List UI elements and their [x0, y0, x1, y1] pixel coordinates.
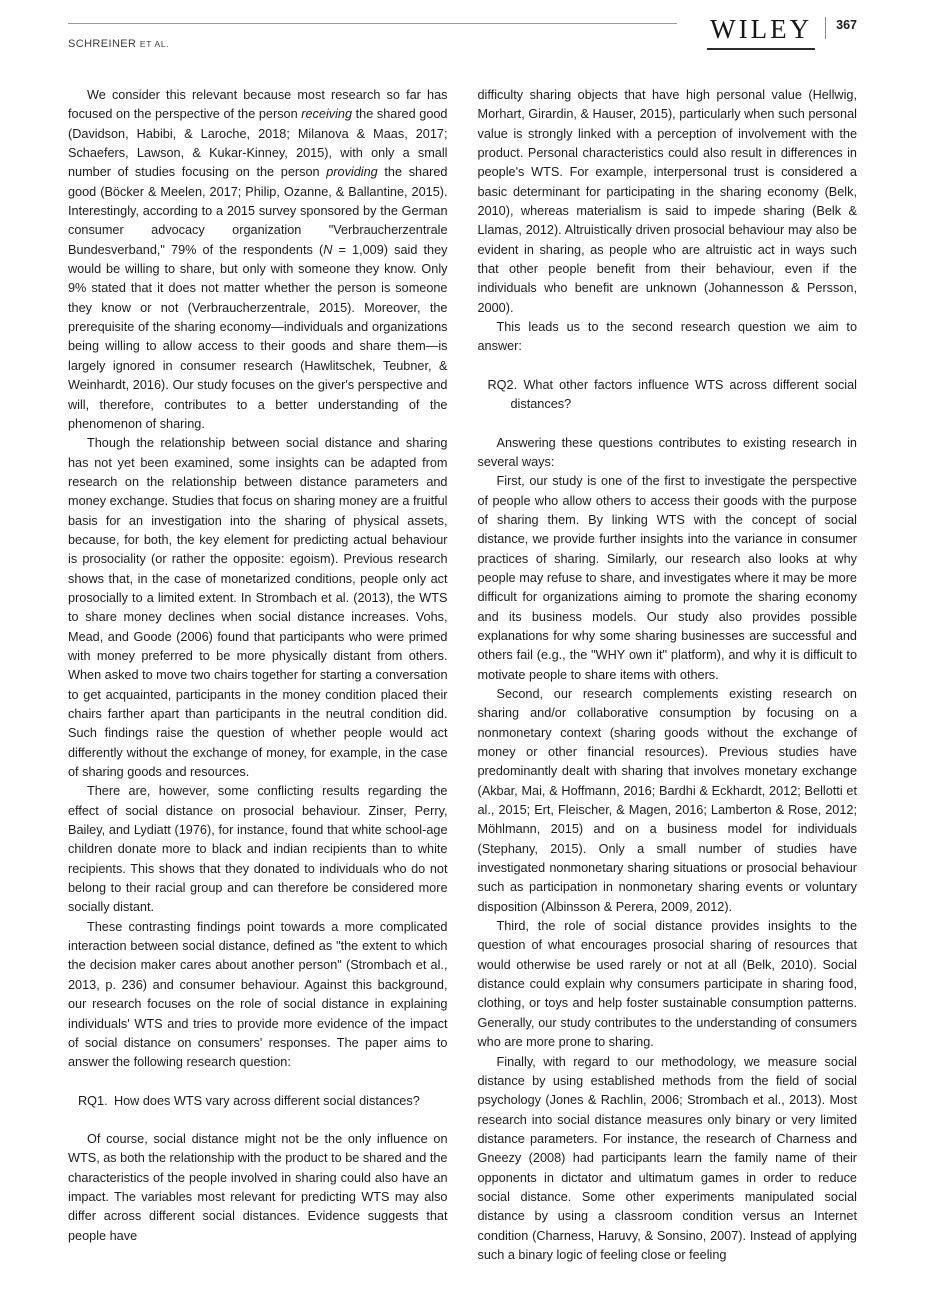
running-head-text: [68, 38, 169, 50]
text-segment: Answering these questions contributes to existing research in several ways:: [477, 435, 857, 469]
research-question: [68, 1092, 448, 1111]
text-segment: Third, the role of social distance provides insights to the question of what encourages prosocial sharing of resources that would otherwise be used rarely or not at all (Belk, 2010). Social distance could explain why consumers participate in sharing food, clothing, or toys and help foster sustainable consumption patterns. Generally, our study contributes to the understanding of consumers who are more prone to sharing.: [477, 919, 857, 1050]
text-segment: difficulty sharing objects that have high personal value (Hellwig, Morhart, Girardin, & Hauser, 2015), particularly when such personal value is strongly linked with a perception of involvement with the product. Personal characteristics could also result in differences in people's WTS. For example, interpersonal trust is considered a basic determinant for participating in the sharing economy (Belk, 2010), whereas materialism is said to impede sharing (Belk & Llamas, 2012). Altruistically driven prosocial behaviour may also be evident in sharing, as people who are altruistic act in ways such that other people benefit from their behaviour, even if the individuals who benefit are unknown (Johannesson & Persson, 2000).: [477, 88, 857, 315]
article-body: [68, 86, 857, 1265]
research-question: [478, 376, 858, 415]
left-column: [68, 86, 448, 1265]
page-number: 367: [836, 18, 857, 32]
text-segment: Though the relationship between social distance and sharing has not yet been examined, some insights can be adapted from research on the relationship between distance parameters and money exchange. Studies that focus on sharing money are a fruitful basis for an investigation into the sharing of physical assets, because, for both, the key element for predicting actual behaviour is prosociality (or rather the opposite: egoism). Previous research shows that, in the case of monetarized conditions, people only act prosocially to a limited extent. In Strombach et al. (2013), the WTS to share money declines when social distance increases. Vohs, Mead, and Goode (2006) found that participants who were primed with money preferred to be more physically distant from others. When asked to move two chairs together for starting a conversation to get acquainted, participants in the money condition placed their chairs farther apart than participants in the neutral condition did. Such findings raise the question of whether people would act differently without the exchange of money, for example, in the case of sharing goods and resources.: [68, 436, 448, 780]
header-divider: [825, 17, 826, 39]
text-segment: There are, however, some conflicting results regarding the effect of social distance on prosocial behaviour. Zinser, Perry, Bailey, and Lydiatt (1976), for instance, found that white school-age children donate more to black and indian recipients than to white recipients. This shows that they donated to individuals who do not belong to their racial group and can therefore be considered more socially distant.: [68, 784, 448, 915]
journal-brand-block: [707, 14, 857, 50]
running-head: [68, 23, 677, 52]
wiley-logo: WILEY: [707, 16, 815, 50]
text-segment: = 1,009) said they would be willing to share, but only with someone they know. Only 9% stated that it does not matter whether the person is someone they know or not (Verbraucherzentrale, 2015). Moreover, the prerequisite of the sharing economy—individuals and organizations being willing to allow access to their goods and share them—is largely ignored in consumer research (Hawlitschek, Teubner, & Weinhardt, 2016). Our study focuses on the giver's perspective and will, therefore, contributes to a better understanding of the phenomenon of sharing.: [68, 242, 448, 431]
paragraph: [478, 434, 858, 473]
text-segment: We consider this relevant because most research so far has focused on the perspective of the person: [68, 88, 448, 122]
paragraph: [478, 318, 858, 357]
text-segment: These contrasting findings point towards a more complicated interaction between social distance, defined as "the extent to which the decision maker cares about another person" (Strombach et al., 2013, p. 236) and consumer behaviour. Against this background, our research focuses on the role of social distance in explaining individuals' WTS and tries to provide more evidence of the impact of social distance on consumers' responses. The paper aims to answer the following research question:: [68, 919, 448, 1070]
running-head-etal: ET AL.: [139, 39, 170, 49]
paragraph: [478, 86, 858, 318]
paragraph: [68, 1130, 448, 1246]
italic-text-segment: N: [323, 242, 333, 257]
text-segment: Finally, with regard to our methodology, we measure social distance by using established methods from the field of social psychology (Jones & Rachlin, 2006; Strombach et al., 2013). Most research into social distance measures only binary or very limited distance parameters. For instance, the research of Charness and Gneezy (2008) had participants learn the family name of their opponents in dictator and ultimatum games in order to reduce social distance. Some other experiments manipulated social distance by using a classroom condition versus an Internet condition (Charness, Haruvy, & Sonsino, 2007). Instead of applying such a binary logic of feeling close or feeling: [477, 1054, 857, 1262]
paragraph: [478, 472, 858, 685]
text-segment: RQ1. How does WTS vary across different social distances?: [78, 1093, 420, 1108]
text-segment: the shared good (Davidson, Habibi, & Laroche, 2018; Milanova & Maas, 2017; Schaefers, Lawson, & Kukar-Kinney, 2015), with only a small number of studies focusing on the person: [68, 107, 448, 180]
text-segment: Second, our research complements existing research on sharing and/or collaborative consumption by focusing on a nonmonetary context (sharing goods without the exchange of money or other financial resources). Previous studies have predominantly dealt with sharing that involves monetary exchange (Akbar, Mai, & Hoffmann, 2016; Bardhi & Eckhardt, 2012; Bellotti et al., 2015; Ert, Fleischer, & Magen, 2016; Lamberton & Rose, 2012; Möhlmann, 2015) and on a business model for individuals (Stephany, 2015). Only a small number of studies have investigated nonmonetary sharing situations or prosocial behaviour such as participation in nonmonetary sharing events or voluntary disposition (Albinsson & Perera, 2009, 2012).: [477, 686, 857, 914]
paragraph: [68, 434, 448, 782]
right-column: [478, 86, 858, 1265]
text-segment: RQ2. What other factors influence WTS across different social distances?: [487, 377, 857, 412]
paragraph: [478, 1053, 858, 1266]
paragraph: [68, 86, 448, 434]
paragraph: [478, 917, 858, 1052]
paragraph: [478, 685, 858, 917]
italic-text-segment: providing: [326, 165, 378, 180]
text-segment: the shared good (Böcker & Meelen, 2017; Philip, Ozanne, & Ballantine, 2015). Interestingly, according to a 2015 survey sponsored by the German consumer advocacy organization "Verbraucherzentrale Bundesverband," 79% of the respondents (: [68, 165, 448, 257]
text-segment: First, our study is one of the first to investigate the perspective of people who allow others to access their goods with the purpose of sharing them. By linking WTS with the concept of social distance, we provide further insights into the variance in consumer practices of sharing. Similarly, our research also looks at why people may refuse to share, and investigates where it may be more difficult for organizations aiming to promote the sharing economy and its business models. Our study also provides possible explanations for why some sharing businesses are successful and others fail (e.g., the "WHY own it" platform), and why it is difficult to motivate people to share items with others.: [477, 474, 857, 682]
text-segment: Of course, social distance might not be the only influence on WTS, as both the relationship with the product to be shared and the characteristics of the people involved in sharing could also have an impact. The variables most relevant for predicting WTS may also differ across different social distances. Evidence suggests that people have: [68, 1131, 448, 1243]
paragraph: [68, 918, 448, 1073]
paragraph: [68, 782, 448, 917]
page-header: [68, 14, 857, 72]
running-head-author: SCHREINER: [68, 38, 137, 50]
text-segment: This leads us to the second research question we aim to answer:: [477, 320, 857, 354]
italic-text-segment: receiving: [301, 107, 353, 122]
